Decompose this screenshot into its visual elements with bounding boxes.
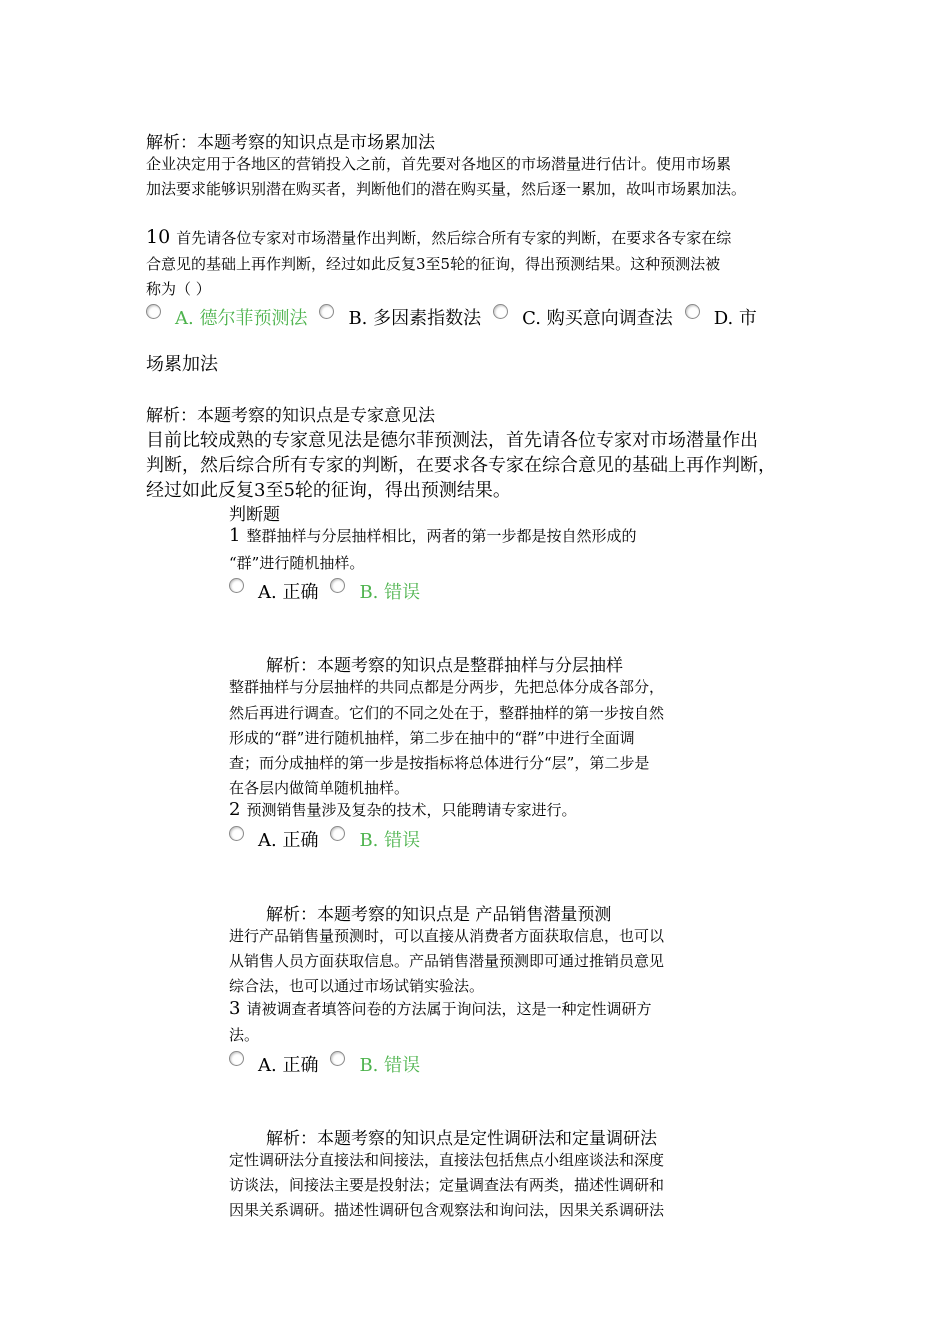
- question-text-line: 合意见的基础上再作判断，经过如此反复3至5轮的征询，得出预测结果。这种预测法被: [146, 255, 721, 273]
- analysis-line: 目前比较成熟的专家意见法是德尔菲预测法，首先请各位专家对市场潜量作出: [146, 430, 758, 451]
- analysis-title-market-accumulation: 解析：本题考察的知识点是市场累加法: [146, 133, 435, 153]
- radio-option-c[interactable]: [493, 304, 508, 319]
- radio-option-b[interactable]: [319, 304, 334, 319]
- option-b-label: B. 错误: [359, 582, 421, 603]
- analysis-line: 定性调研法分直接法和间接法，直接法包括焦点小组座谈法和深度: [229, 1151, 665, 1169]
- analysis-line: 形成的“群”进行随机抽样，第二步在抽中的“群”中进行全面调: [229, 729, 635, 747]
- question-number: 3: [229, 998, 241, 1019]
- option-b-label: B. 错误: [359, 1055, 421, 1076]
- judge-question-2-options: [229, 826, 420, 852]
- option-a-label: A. 德尔菲预测法: [175, 308, 308, 329]
- question-text-line: 称为（ ）: [146, 280, 211, 298]
- analysis-title-cluster-stratified: 解析：本题考察的知识点是整群抽样与分层抽样: [266, 656, 623, 676]
- question-10-options: [146, 304, 757, 330]
- analysis-line: 进行产品销售量预测时，可以直接从消费者方面获取信息，也可以: [229, 927, 665, 945]
- judge-question-3-options: [229, 1051, 420, 1077]
- radio-option-a[interactable]: [229, 578, 244, 593]
- judge-question-3-line: [229, 998, 651, 1019]
- analysis-line: 查；而分成抽样的第一步是按指标将总体进行分“层”，第二步是: [229, 754, 650, 772]
- analysis-line: 判断，然后综合所有专家的判断，在要求各专家在综合意见的基础上再作判断，: [146, 455, 776, 476]
- option-a-label: A. 正确: [258, 830, 319, 851]
- radio-option-b[interactable]: [330, 578, 345, 593]
- judge-question-1-line: [229, 525, 636, 546]
- radio-option-d[interactable]: [685, 304, 700, 319]
- analysis-line: 加法要求能够识别潜在购买者，判断他们的潜在购买量，然后逐一累加，故叫市场累加法。: [146, 180, 747, 198]
- analysis-line: 因果关系调研。描述性调研包含观察法和询问法，因果关系调研法: [229, 1201, 665, 1219]
- option-a-label: A. 正确: [258, 1055, 319, 1076]
- analysis-title-sales-potential: 解析：本题考察的知识点是 产品销售潜量预测: [266, 905, 612, 925]
- analysis-title-expert-opinion: 解析：本题考察的知识点是专家意见法: [146, 406, 435, 426]
- option-c-label: C. 购买意向调查法: [522, 308, 673, 329]
- analysis-line: 企业决定用于各地区的营销投入之前，首先要对各地区的市场潜量进行估计。使用市场累: [146, 155, 732, 173]
- option-b-label: B. 多因素指数法: [348, 308, 482, 329]
- analysis-line: 经过如此反复3至5轮的征询，得出预测结果。: [146, 480, 511, 501]
- question-text: 首先请各位专家对市场潜量作出判断，然后综合所有专家的判断，在要求各专家在综: [176, 229, 732, 247]
- question-number: 2: [229, 799, 241, 820]
- question-text: 预测销售量涉及复杂的技术，只能聘请专家进行。: [246, 801, 577, 819]
- analysis-line: 整群抽样与分层抽样的共同点都是分两步，先把总体分成各部分，: [229, 678, 665, 696]
- radio-option-b[interactable]: [330, 1051, 345, 1066]
- section-heading-judgment: 判断题: [229, 505, 280, 525]
- radio-option-b[interactable]: [330, 826, 345, 841]
- question-number: 1: [229, 525, 241, 546]
- question-text: 请被调查者填答问卷的方法属于询问法，这是一种定性调研方: [246, 1000, 652, 1018]
- judge-question-2-line: [229, 799, 576, 820]
- radio-option-a[interactable]: [229, 826, 244, 841]
- judge-question-1-options: [229, 578, 420, 604]
- question-text: 整群抽样与分层抽样相比，两者的第一步都是按自然形成的: [246, 527, 637, 545]
- option-b-label: B. 错误: [359, 830, 421, 851]
- question-text-line: “群”进行随机抽样。: [229, 554, 365, 572]
- analysis-title-qualitative-quantitative: 解析：本题考察的知识点是定性调研法和定量调研法: [266, 1129, 657, 1149]
- analysis-line: 在各层内做简单随机抽样。: [229, 779, 410, 797]
- option-d-label-continued: 场累加法: [146, 354, 218, 375]
- radio-option-a[interactable]: [146, 304, 161, 319]
- analysis-line: 从销售人员方面获取信息。产品销售潜量预测即可通过推销员意见: [229, 952, 665, 970]
- analysis-line: 访谈法，间接法主要是投射法；定量调查法有两类，描述性调研和: [229, 1176, 665, 1194]
- question-10-line: [146, 226, 731, 248]
- question-text-line: 法。: [229, 1026, 260, 1044]
- analysis-line: 综合法，也可以通过市场试销实验法。: [229, 977, 485, 995]
- option-d-label: D. 市: [713, 308, 757, 329]
- analysis-line: 然后再进行调查。它们的不同之处在于，整群抽样的第一步按自然: [229, 704, 665, 722]
- option-a-label: A. 正确: [258, 582, 319, 603]
- radio-option-a[interactable]: [229, 1051, 244, 1066]
- question-number: 10: [146, 226, 171, 248]
